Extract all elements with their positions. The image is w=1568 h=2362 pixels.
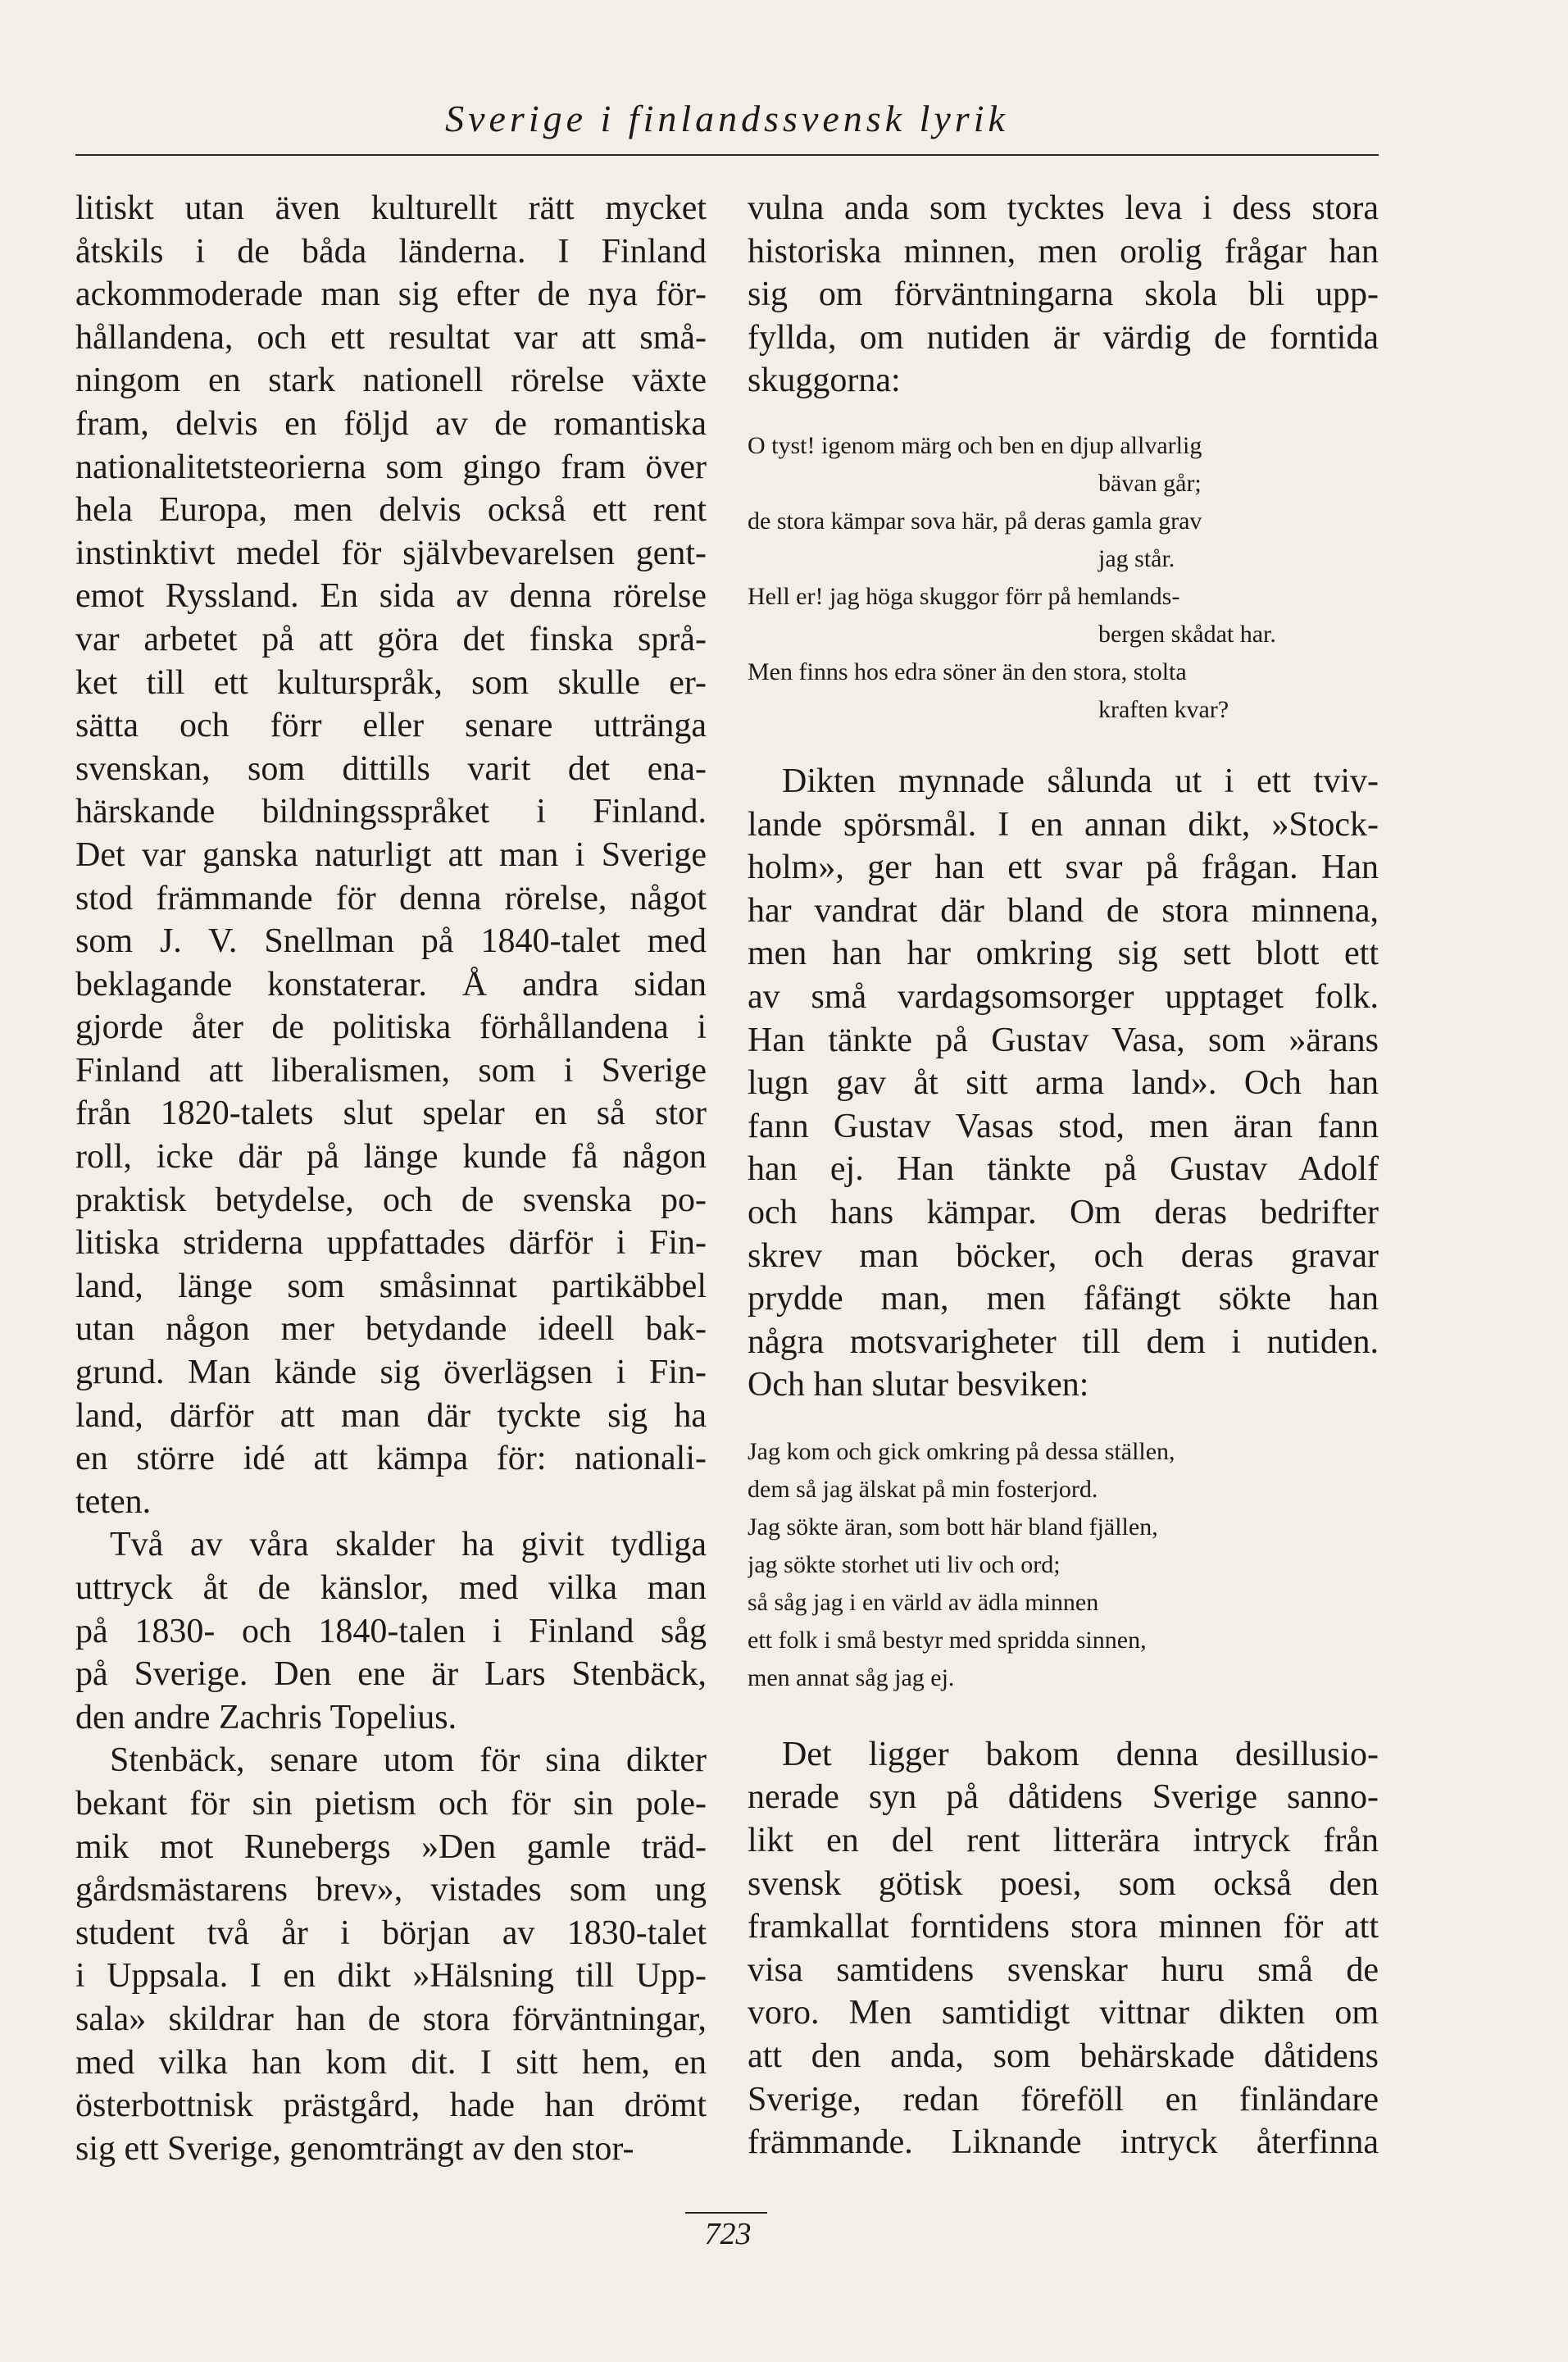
text-line: på 1830- och 1840-talen i Finland såg <box>75 1612 707 1650</box>
text-line: sätta och förr eller senare uttränga <box>75 707 707 745</box>
header-rule <box>75 154 1379 156</box>
text-line: student två år i början av 1830-talet <box>75 1914 707 1952</box>
text-line: Dikten mynnade sålunda ut i ett tviv- <box>782 762 1379 800</box>
text-line: Det ligger bakom denna desillusio- <box>782 1735 1379 1773</box>
text-line: Stenbäck, senare utom för sina dikter <box>110 1741 707 1780</box>
verse-line: Hell er! jag höga skuggor förr på hemlands- <box>748 582 1180 610</box>
page-number: 723 <box>704 2217 752 2251</box>
text-line: lugn gav åt sitt arma land». Och han <box>748 1064 1379 1103</box>
text-line: den andre Zachris Topelius. <box>75 1698 457 1736</box>
text-line: gjorde åter de politiska förhållandena i <box>75 1008 707 1047</box>
text-line: instinktivt medel för självbevarelsen gent- <box>75 534 707 572</box>
text-line: som J. V. Snellman på 1840-talet med <box>75 922 707 961</box>
text-line: vulna anda som tycktes leva i dess stora <box>748 189 1379 227</box>
text-line: framkallat forntidens stora minnen för att <box>748 1908 1379 1946</box>
text-line: främmande. Liknande intryck återfinna <box>748 2123 1379 2162</box>
text-line: på Sverige. Den ene är Lars Stenbäck, <box>75 1655 707 1694</box>
text-line: härskande bildningsspråket i Finland. <box>75 793 707 831</box>
right-column <box>748 187 1379 2164</box>
text-line: ket till ett kulturspråk, som skulle er- <box>75 663 707 702</box>
text-line: att den anda, som behärskade dåtidens <box>748 2037 1379 2076</box>
text-line: men han har omkring sig sett blott ett <box>748 935 1379 973</box>
text-line: bekant för sin pietism och för sin pole- <box>75 1784 707 1823</box>
text-line: utan någon mer betydande ideell bak- <box>75 1310 707 1349</box>
text-line: Sverige, redan föreföll en finländare <box>748 2080 1379 2119</box>
left-column <box>75 187 707 2170</box>
final-paragraph <box>748 1733 1379 2164</box>
verse-line: Jag sökte äran, som bott här bland fjällen, <box>748 1513 1158 1541</box>
text-line: uttryck åt de känslor, med vilka man <box>75 1569 707 1607</box>
verse-line: jag står. <box>1098 544 1175 572</box>
text-line: emot Ryssland. En sida av denna rörelse <box>75 577 707 616</box>
text-line: Två av våra skalder ha givit tydliga <box>110 1526 707 1564</box>
verse-line: bävan går; <box>1098 469 1202 497</box>
text-line: Han tänkte på Gustav Vasa, som »ärans <box>748 1021 1379 1059</box>
poem-jag-kom <box>748 1433 1379 1697</box>
verse-line: ett folk i små bestyr med spridda sinnen, <box>748 1626 1147 1654</box>
text-line: sala» skildrar han de stora förväntningar, <box>75 2000 707 2038</box>
text-line: gårdsmästarens brev», vistades som ung <box>75 1871 707 1909</box>
verse-line: så såg jag i en värld av ädla minnen <box>748 1588 1099 1616</box>
text-line: fann Gustav Vasas stod, men äran fann <box>748 1107 1379 1145</box>
text-line: svenskan, som dittills varit det ena- <box>75 749 707 788</box>
verse-line: de stora kämpar sova här, på deras gamla grav <box>748 507 1202 535</box>
text-line: stod främmande för denna rörelse, något <box>75 879 707 917</box>
text-line: skuggorna: <box>748 362 901 400</box>
text-line: sig ett Sverige, genomträngt av den stor- <box>75 2129 634 2168</box>
text-line: en större idé att kämpa för: nationali- <box>75 1440 707 1478</box>
text-line: av små vardagsomsorger upptaget folk. <box>748 977 1379 1016</box>
text-line: lande spörsmål. I en annan dikt, »Stock- <box>748 805 1379 844</box>
text-line: hela Europa, men delvis också ett rent <box>75 491 707 530</box>
verse-line: men annat såg jag ej. <box>748 1663 955 1691</box>
text-line: holm», ger han ett svar på frågan. Han <box>748 849 1379 887</box>
text-line: roll, icke där på länge kunde få någon <box>75 1138 707 1176</box>
text-line: historiska minnen, men orolig frågar han <box>748 232 1379 271</box>
text-line: i Uppsala. I en dikt »Hälsning till Upp- <box>75 1957 707 1996</box>
text-line: ningom en stark nationell rörelse växte <box>75 362 707 400</box>
text-line: var arbetet på att göra det finska språ- <box>75 620 707 658</box>
verse-line: jag sökte storhet uti liv och ord; <box>748 1550 1061 1578</box>
text-line: visa samtidens svenskar huru små de <box>748 1950 1379 1989</box>
text-line: Och han slutar besviken: <box>748 1366 1089 1404</box>
text-line: några motsvarigheter till dem i nutiden. <box>748 1322 1379 1361</box>
text-line: beklagande konstaterar. Å andra sidan <box>75 965 707 1004</box>
text-line: Finland att liberalismen, som i Sverige <box>75 1051 707 1090</box>
text-line: österbottnisk prästgård, hade han drömt <box>75 2087 707 2125</box>
text-line: skrev man böcker, och deras gravar <box>748 1236 1379 1275</box>
text-line: sig om förväntningarna skola bli upp- <box>748 275 1379 314</box>
text-line: och hans kämpar. Om deras bedrifter <box>748 1193 1379 1231</box>
verse-line: Men finns hos edra söner än den stora, stolta <box>748 658 1187 685</box>
text-line: svensk götisk poesi, som också den <box>748 1864 1379 1903</box>
text-line: hållandena, och ett resultat var att små- <box>75 318 707 357</box>
middle-paragraph <box>748 760 1379 1407</box>
verse-line: Jag kom och gick omkring på dessa ställen, <box>748 1437 1175 1465</box>
verse-line: bergen skådat har. <box>1098 620 1276 648</box>
text-line: land, därför att man där tyckte sig ha <box>75 1396 707 1435</box>
intro-paragraph <box>748 187 1379 403</box>
verse-line: O tyst! igenom märg och ben en djup allvarlig <box>748 431 1202 459</box>
text-line: grund. Man kände sig överlägsen i Fin- <box>75 1354 707 1392</box>
text-line: litiskt utan även kulturellt rätt mycket <box>75 189 707 227</box>
text-line: fyllda, om nutiden är värdig de forntida <box>748 318 1379 357</box>
text-line: med vilka han kom dit. I sitt hem, en <box>75 2043 707 2082</box>
text-line: litiska striderna uppfattades därför i Fin- <box>75 1224 707 1263</box>
text-line: nerade syn på dåtidens Sverige sanno- <box>748 1778 1379 1817</box>
text-line: land, länge som småsinnat partikäbbel <box>75 1267 707 1305</box>
text-line: voro. Men samtidigt vittnar dikten om <box>748 1994 1379 2032</box>
text-line: åtskils i de båda länderna. I Finland <box>75 232 707 271</box>
text-line: praktisk betydelse, och de svenska po- <box>75 1181 707 1219</box>
text-line: teten. <box>75 1482 152 1521</box>
running-header: Sverige i finlandssvensk lyrik <box>445 98 1009 139</box>
text-line: mik mot Runebergs »Den gamle träd- <box>75 1827 707 1866</box>
text-line: från 1820-talets slut spelar en så stor <box>75 1095 707 1133</box>
text-line: likt en del rent litterära intryck från <box>748 1822 1379 1860</box>
text-line: ackommoderade man sig efter de nya för- <box>75 275 707 314</box>
text-line: nationalitetsteorierna som gingo fram över <box>75 448 707 486</box>
text-line: han ej. Han tänkte på Gustav Adolf <box>748 1150 1379 1189</box>
verse-line: kraften kvar? <box>1098 695 1229 723</box>
verse-line: dem så jag älskat på min fosterjord. <box>748 1475 1098 1503</box>
poem-tyst <box>748 427 1379 729</box>
text-line: prydde man, men fåfängt sökte han <box>748 1280 1379 1318</box>
text-line: Det var ganska naturligt att man i Sverige <box>75 835 707 874</box>
text-line: har vandrat där bland de stora minnena, <box>748 891 1379 930</box>
text-line: fram, delvis en följd av de romantiska <box>75 404 707 443</box>
